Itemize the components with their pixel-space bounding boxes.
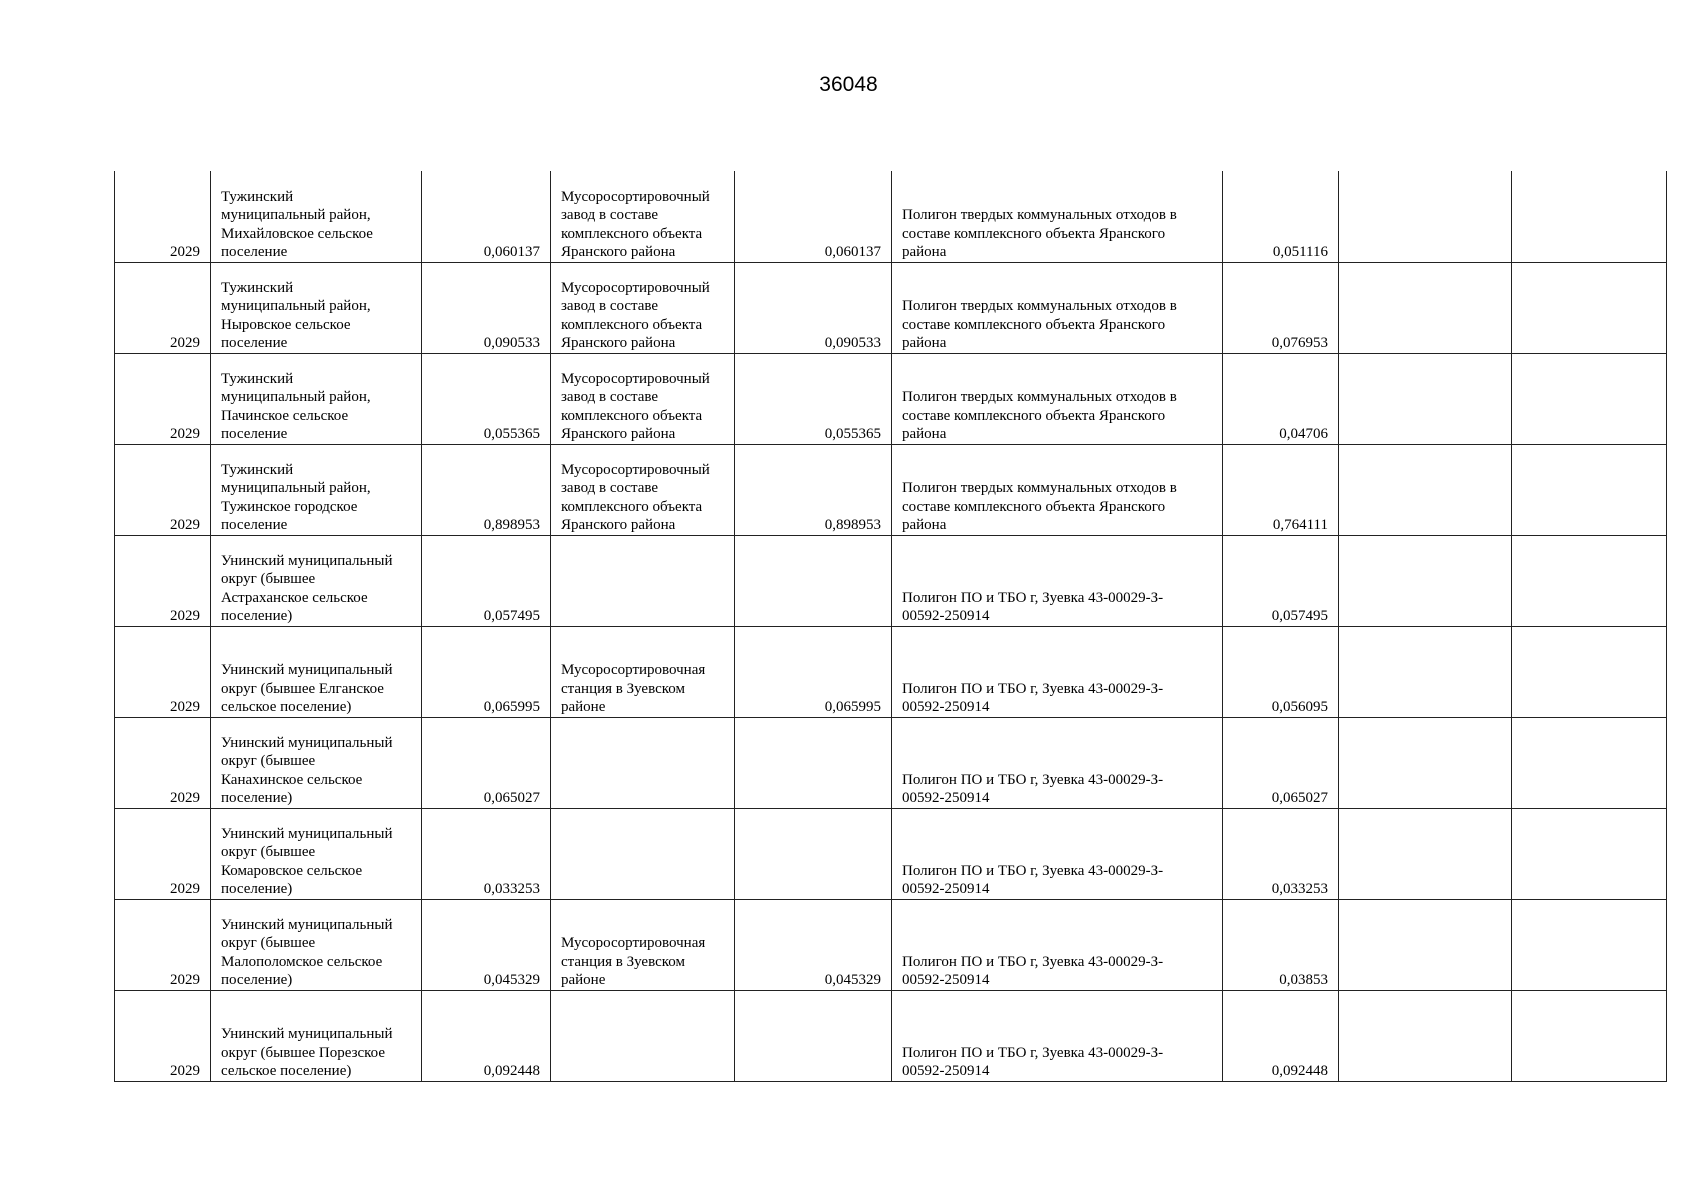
cell-municipality: Унинский муниципальный округ (бывшее Комаровское сельское поселение) [211,808,422,899]
table-row [115,353,1667,444]
cell-processing-facility: Мусоросортировочный завод в составе комплексного объекта Яранского района [551,262,735,353]
cell-empty-1 [1339,353,1512,444]
cell-volume-generated: 0,057495 [422,535,551,626]
cell-volume-disposed: 0,057495 [1223,535,1339,626]
page-number: 36048 [819,73,878,96]
cell-volume-generated: 0,045329 [422,899,551,990]
cell-year: 2029 [115,899,211,990]
cell-volume-generated: 0,065027 [422,717,551,808]
cell-volume-generated: 0,033253 [422,808,551,899]
table-row [115,262,1667,353]
cell-municipality: Тужинский муниципальный район, Ныровское сельское поселение [211,262,422,353]
table-row [115,171,1667,262]
cell-empty-2 [1512,990,1667,1081]
cell-landfill: Полигон твердых коммунальных отходов в составе комплексного объекта Яранского района [892,353,1223,444]
cell-empty-2 [1512,353,1667,444]
cell-volume-processed [735,535,892,626]
cell-processing-facility: Мусоросортировочный завод в составе комплексного объекта Яранского района [551,171,735,262]
cell-empty-1 [1339,808,1512,899]
cell-volume-disposed: 0,033253 [1223,808,1339,899]
cell-volume-disposed: 0,051116 [1223,171,1339,262]
table-row [115,626,1667,717]
table-row [115,808,1667,899]
cell-volume-generated: 0,092448 [422,990,551,1081]
cell-volume-disposed: 0,056095 [1223,626,1339,717]
cell-processing-facility [551,717,735,808]
cell-volume-disposed: 0,04706 [1223,353,1339,444]
cell-year: 2029 [115,717,211,808]
cell-processing-facility [551,808,735,899]
cell-volume-processed [735,808,892,899]
cell-year: 2029 [115,626,211,717]
cell-empty-1 [1339,899,1512,990]
cell-year: 2029 [115,262,211,353]
cell-volume-processed [735,990,892,1081]
cell-volume-processed: 0,898953 [735,444,892,535]
cell-processing-facility [551,535,735,626]
cell-processing-facility: Мусоросортировочный завод в составе комплексного объекта Яранского района [551,444,735,535]
cell-volume-generated: 0,065995 [422,626,551,717]
cell-year: 2029 [115,353,211,444]
cell-volume-generated: 0,060137 [422,171,551,262]
cell-empty-2 [1512,808,1667,899]
table-row [115,717,1667,808]
cell-landfill: Полигон ПО и ТБО г, Зуевка 43-00029-З- 00592-250914 [892,535,1223,626]
cell-volume-processed [735,717,892,808]
cell-empty-2 [1512,171,1667,262]
cell-volume-generated: 0,055365 [422,353,551,444]
cell-processing-facility [551,990,735,1081]
cell-processing-facility: Мусоросортировочная станция в Зуевском районе [551,626,735,717]
cell-landfill: Полигон ПО и ТБО г, Зуевка 43-00029-З- 00592-250914 [892,990,1223,1081]
cell-landfill: Полигон ПО и ТБО г, Зуевка 43-00029-З- 00592-250914 [892,626,1223,717]
cell-empty-1 [1339,717,1512,808]
cell-empty-2 [1512,535,1667,626]
cell-empty-1 [1339,262,1512,353]
cell-processing-facility: Мусоросортировочная станция в Зуевском районе [551,899,735,990]
cell-year: 2029 [115,808,211,899]
cell-volume-disposed: 0,092448 [1223,990,1339,1081]
cell-volume-processed: 0,065995 [735,626,892,717]
cell-volume-generated: 0,898953 [422,444,551,535]
waste-flow-table [114,171,1667,1082]
cell-landfill: Полигон ПО и ТБО г, Зуевка 43-00029-З- 00592-250914 [892,717,1223,808]
cell-empty-2 [1512,262,1667,353]
cell-year: 2029 [115,990,211,1081]
cell-year: 2029 [115,535,211,626]
cell-landfill: Полигон ПО и ТБО г, Зуевка 43-00029-З- 00592-250914 [892,808,1223,899]
cell-municipality: Тужинский муниципальный район, Михайловское сельское поселение [211,171,422,262]
cell-municipality: Унинский муниципальный округ (бывшее Астраханское сельское поселение) [211,535,422,626]
cell-volume-generated: 0,090533 [422,262,551,353]
table-row [115,899,1667,990]
cell-volume-disposed: 0,03853 [1223,899,1339,990]
cell-year: 2029 [115,171,211,262]
cell-volume-disposed: 0,065027 [1223,717,1339,808]
table-body [115,171,1667,1081]
table-row [115,444,1667,535]
cell-municipality: Унинский муниципальный округ (бывшее Порезское сельское поселение) [211,990,422,1081]
cell-municipality: Тужинский муниципальный район, Пачинское сельское поселение [211,353,422,444]
cell-landfill: Полигон твердых коммунальных отходов в составе комплексного объекта Яранского района [892,171,1223,262]
cell-processing-facility: Мусоросортировочный завод в составе комплексного объекта Яранского района [551,353,735,444]
cell-empty-2 [1512,899,1667,990]
cell-empty-2 [1512,444,1667,535]
cell-municipality: Унинский муниципальный округ (бывшее Канахинское сельское поселение) [211,717,422,808]
cell-volume-disposed: 0,076953 [1223,262,1339,353]
cell-volume-disposed: 0,764111 [1223,444,1339,535]
cell-municipality: Унинский муниципальный округ (бывшее Елганское сельское поселение) [211,626,422,717]
cell-landfill: Полигон ПО и ТБО г, Зуевка 43-00029-З- 00592-250914 [892,899,1223,990]
cell-empty-2 [1512,626,1667,717]
cell-year: 2029 [115,444,211,535]
cell-volume-processed: 0,060137 [735,171,892,262]
table-row [115,990,1667,1081]
cell-volume-processed: 0,055365 [735,353,892,444]
cell-empty-1 [1339,990,1512,1081]
cell-empty-2 [1512,717,1667,808]
cell-municipality: Тужинский муниципальный район, Тужинское городское поселение [211,444,422,535]
cell-volume-processed: 0,045329 [735,899,892,990]
table-row [115,535,1667,626]
cell-empty-1 [1339,444,1512,535]
cell-empty-1 [1339,535,1512,626]
cell-landfill: Полигон твердых коммунальных отходов в составе комплексного объекта Яранского района [892,262,1223,353]
cell-empty-1 [1339,626,1512,717]
cell-empty-1 [1339,171,1512,262]
cell-volume-processed: 0,090533 [735,262,892,353]
cell-municipality: Унинский муниципальный округ (бывшее Малополомское сельское поселение) [211,899,422,990]
cell-landfill: Полигон твердых коммунальных отходов в составе комплексного объекта Яранского района [892,444,1223,535]
